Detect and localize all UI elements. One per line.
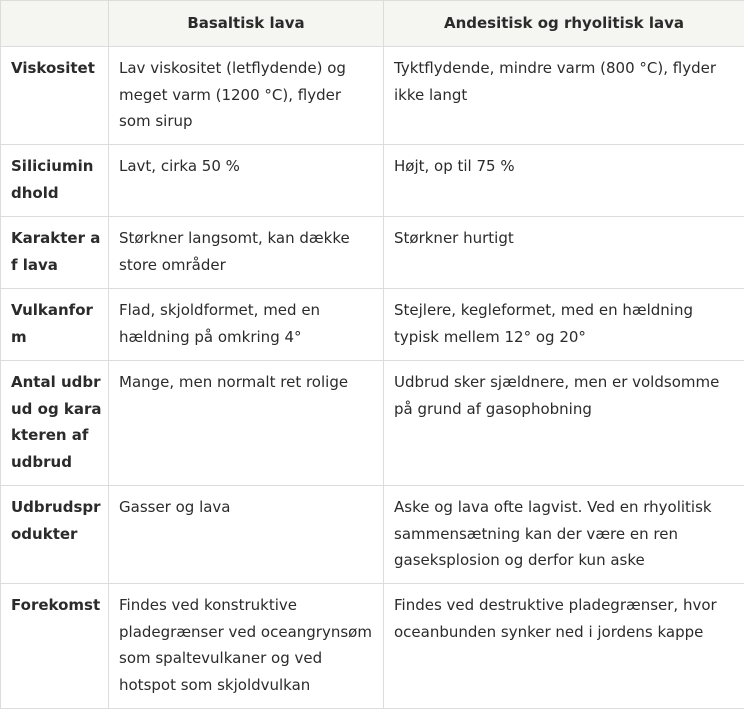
cell-basalt: Lavt, cirka 50 % — [109, 145, 384, 217]
table-row — [1, 486, 744, 584]
cell-andesit: Stejlere, kegleformet, med en hældning typisk mellem 12° og 20° — [384, 289, 744, 361]
row-label: Forekomst — [1, 584, 109, 709]
cell-basalt: Mange, men normalt ret rolige — [109, 361, 384, 486]
table-row — [1, 217, 744, 289]
table-row — [1, 289, 744, 361]
row-label: Karakter af lava — [1, 217, 109, 289]
cell-andesit: Højt, op til 75 % — [384, 145, 744, 217]
header-basalt: Basaltisk lava — [109, 1, 384, 47]
cell-andesit: Tyktflydende, mindre varm (800 °C), flyder ikke langt — [384, 47, 744, 145]
row-label: Vulkanform — [1, 289, 109, 361]
row-label: Viskositet — [1, 47, 109, 145]
header-empty — [1, 1, 109, 47]
cell-andesit: Størkner hurtigt — [384, 217, 744, 289]
cell-andesit: Findes ved destruktive pladegrænser, hvor oceanbunden synker ned i jordens kappe — [384, 584, 744, 709]
cell-basalt: Størkner langsomt, kan dække store områder — [109, 217, 384, 289]
cell-andesit: Udbrud sker sjældnere, men er voldsomme på grund af gasophobning — [384, 361, 744, 486]
cell-basalt: Findes ved konstruktive pladegrænser ved oceangrynsøm som spaltevulkaner og ved hotspot som skjoldvulkan — [109, 584, 384, 709]
table-row — [1, 361, 744, 486]
cell-basalt: Gasser og lava — [109, 486, 384, 584]
table-row — [1, 47, 744, 145]
row-label: Udbrudsprodukter — [1, 486, 109, 584]
header-andesit-rhyolit: Andesitisk og rhyolitisk lava — [384, 1, 744, 47]
cell-basalt: Lav viskositet (letflydende) og meget varm (1200 °C), flyder som sirup — [109, 47, 384, 145]
table-header-row — [1, 1, 744, 47]
table-row — [1, 145, 744, 217]
cell-andesit: Aske og lava ofte lagvist. Ved en rhyolitisk sammensætning kan der være en ren gaseksplosion og derfor kun aske — [384, 486, 744, 584]
row-label: Siliciumindhold — [1, 145, 109, 217]
cell-basalt: Flad, skjoldformet, med en hældning på omkring 4° — [109, 289, 384, 361]
table-row — [1, 584, 744, 709]
row-label: Antal udbrud og karakteren af udbrud — [1, 361, 109, 486]
